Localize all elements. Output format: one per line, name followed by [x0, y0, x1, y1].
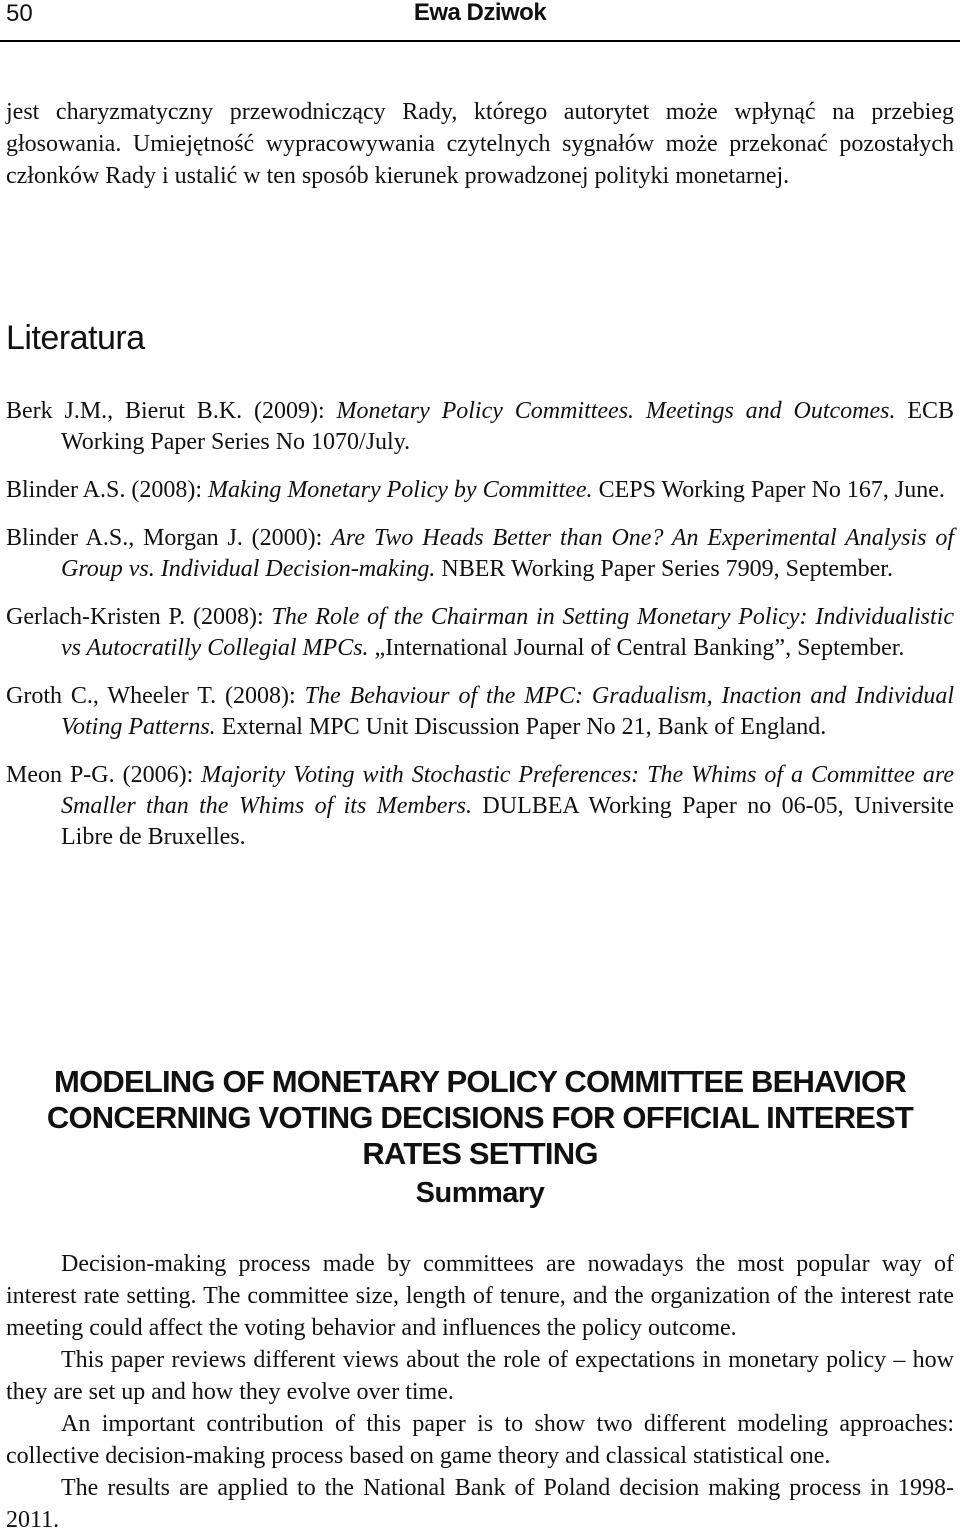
reference-item	[6, 760, 954, 853]
reference-source: External MPC Unit Discussion Paper No 21, Bank of England.	[215, 714, 827, 740]
summary-paragraph: The results are applied to the National Bank of Poland decision making process in 1998-2011.	[6, 1475, 954, 1533]
reference-title: Making Monetary Policy by Committee.	[208, 477, 593, 503]
reference-source: ECB Working Paper Series No 1070/July.	[61, 398, 955, 455]
reference-authors: Berk J.M., Bierut B.K. (2009):	[6, 398, 337, 424]
reference-authors: Meon P-G. (2006):	[6, 762, 202, 788]
reference-item	[6, 396, 954, 458]
reference-title: Monetary Policy Committees. Meetings and Outcomes.	[336, 398, 896, 424]
reference-source: NBER Working Paper Series 7909, September.	[435, 556, 893, 582]
summary-heading: Summary	[415, 1177, 545, 1209]
page-header	[0, 0, 960, 42]
reference-authors: Groth C., Wheeler T. (2008):	[6, 683, 305, 709]
reference-authors: Blinder A.S., Morgan J. (2000):	[6, 525, 332, 551]
reference-authors: Blinder A.S. (2008):	[6, 477, 208, 503]
reference-title: Majority Voting with Stochastic Preferences: The Whims of a Committee are Smaller than the Whims of its Members.	[61, 762, 955, 819]
reference-title: Are Two Heads Better than One? An Experimental Analysis of Group vs. Individual Decision-making.	[61, 525, 954, 582]
summary-paragraph: Decision-making process made by committees are nowadays the most popular way of interest rate setting. The committee size, length of tenure, and the organization of the interest rate meeting could affect the voting behavior and influences the policy outcome.	[6, 1251, 954, 1341]
reference-item	[6, 523, 954, 585]
running-head-author: Ewa Dziwok	[413, 0, 547, 26]
reference-item	[6, 475, 954, 506]
reference-list	[6, 396, 954, 870]
literature-heading: Literatura	[6, 319, 145, 357]
reference-source: CEPS Working Paper No 167, June.	[592, 477, 945, 503]
summary-body	[6, 1248, 954, 1536]
reference-title: The Role of the Chairman in Setting Monetary Policy: Individualistic vs Autocratilly Collegial MPCs.	[61, 604, 954, 661]
summary-paragraph: An important contribution of this paper is to show two different modeling approaches: collective decision-making process based on game theory and classical statistical one.	[6, 1411, 954, 1469]
summary-paragraph: This paper reviews different views about the role of expectations in monetary policy – how they are set up and how they evolve over time.	[6, 1347, 954, 1405]
reference-source: DULBEA Working Paper no 06-05, Universite Libre de Bruxelles.	[61, 793, 954, 850]
english-article-title: MODELING OF MONETARY POLICY COMMITTEE BEHAVIOR CONCERNING VOTING DECISIONS FOR OFFICIAL INTEREST RATES SETTING	[46, 1064, 914, 1171]
page-number: 50	[6, 0, 33, 27]
reference-source: „International Journal of Central Banking”, September.	[368, 635, 905, 661]
reference-authors: Gerlach-Kristen P. (2008):	[6, 604, 272, 630]
reference-item	[6, 681, 954, 743]
intro-paragraph: jest charyzmatyczny przewodniczący Rady, którego autorytet może wpłynąć na przebieg głosowania. Umiejętność wypracowywania czytelnych sygnałów może przekonać pozostałych członków Rady i ustalić w ten sposób kierunek prowadzonej polityki monetarnej.	[6, 99, 954, 189]
reference-title: The Behaviour of the MPC: Gradualism, Inaction and Individual Voting Patterns.	[61, 683, 955, 740]
reference-item	[6, 602, 954, 664]
